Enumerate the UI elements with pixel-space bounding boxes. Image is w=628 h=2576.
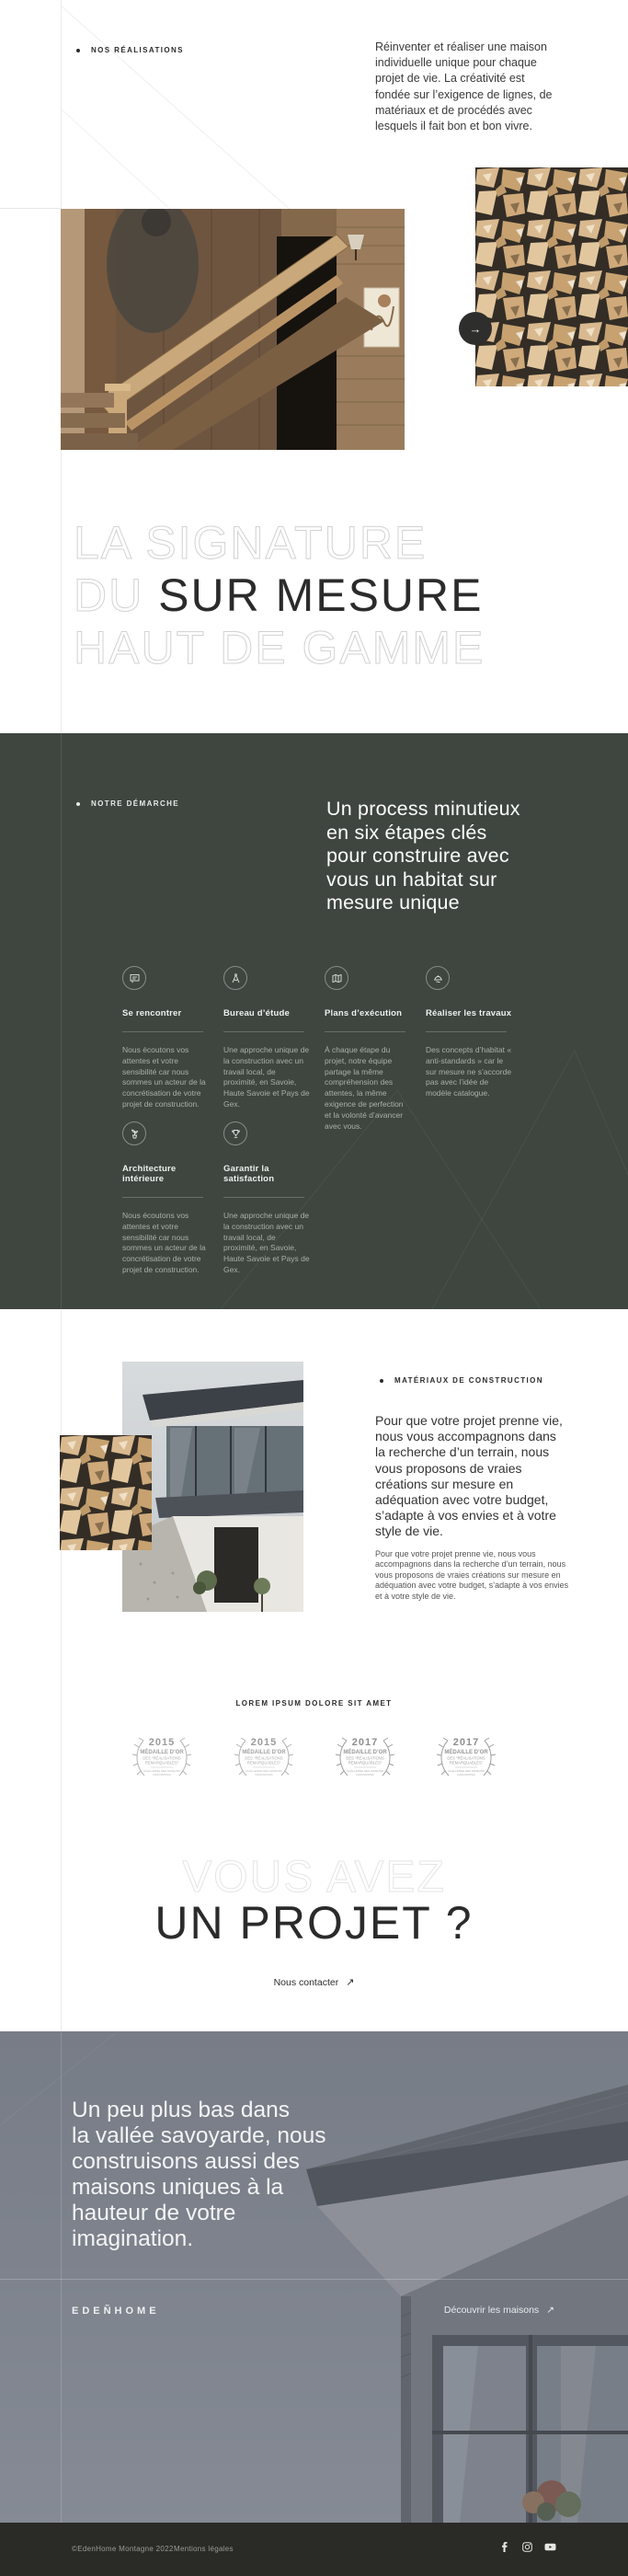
edenhome-logo[interactable]: EDEÑHOME: [72, 2306, 160, 2317]
signature-line-1: LA SIGNATURE: [74, 517, 428, 569]
step-divider: [223, 1197, 304, 1198]
section-label-text: NOTRE DÉMARCHE: [91, 799, 180, 808]
process-step-realiser-les-travaux: [426, 966, 512, 1099]
firewood-photo-small: [60, 1435, 152, 1550]
firewood-photo: [475, 167, 628, 386]
hero-section: [0, 2031, 628, 2523]
legal-mentions-link[interactable]: Mentions légales: [174, 2545, 234, 2553]
step-divider: [426, 1031, 507, 1032]
process-step-architecture-interieure: [122, 1121, 209, 1276]
interior-plant-icon: [122, 1121, 146, 1145]
instagram-icon[interactable]: [522, 2542, 532, 2552]
staircase-photo: [61, 209, 405, 450]
process-heading-line: Un process minutieux: [326, 798, 520, 820]
section-label-text: MATÉRIAUX DE CONSTRUCTION: [394, 1376, 543, 1385]
hero-statement-line: imagination.: [72, 2226, 194, 2251]
step-text: Nous écoutons vos attentes et votre sensibilité car nous sommes un acteur de la concrétisation de votre projet de construction.: [122, 1045, 206, 1109]
hero-divider-line: [0, 2279, 628, 2280]
arrow-up-right-icon: ↗: [546, 2305, 554, 2316]
step-title: Se rencontrer: [122, 1008, 182, 1018]
section-label-realisations: [76, 46, 184, 54]
footer-copyright: ©EdenHome Montagne 2022: [72, 2545, 174, 2553]
badge-line2: DES “RÉALISATIONS: [447, 1755, 485, 1761]
process-step-se-rencontrer: [122, 966, 209, 1110]
badge-tiny2: INNOVANTES: [457, 1773, 475, 1777]
award-laurel-badge: [129, 1733, 195, 1783]
badge-tiny2: INNOVANTES: [356, 1773, 374, 1777]
badge-line2: DES “RÉALISATIONS: [346, 1755, 384, 1761]
badge-medal: MÉDAILLE D’OR: [444, 1750, 488, 1755]
label-dot-icon: [76, 49, 80, 52]
trophy-icon: [223, 1121, 247, 1145]
contact-link-label: Nous contacter: [273, 1976, 339, 1988]
step-title: Réaliser les travaux: [426, 1008, 512, 1018]
badge-line3: REMARQUABLES”: [348, 1760, 383, 1765]
left-margin-line-green: [61, 733, 62, 1309]
meeting-icon: [122, 966, 146, 990]
process-heading-line: mesure unique: [326, 891, 460, 914]
badge-line3: REMARQUABLES”: [144, 1760, 179, 1765]
process-step-garantir-la-satisfaction: [223, 1121, 310, 1276]
badge-medal: MÉDAILLE D’OR: [242, 1750, 286, 1755]
hero-statement-line: la vallée savoyarde, nous: [72, 2123, 326, 2148]
step-text: Nous écoutons vos attentes et votre sensibilité car nous sommes un acteur de la concrétisation de votre projet de construction.: [122, 1211, 206, 1274]
award-laurel-badge: [332, 1733, 398, 1783]
step-divider: [122, 1197, 203, 1198]
step-title: Bureau d’étude: [223, 1008, 290, 1018]
section-label-materiaux: [380, 1376, 543, 1385]
badge-line3: REMARQUABLES”: [449, 1760, 484, 1765]
step-text: Une approche unique de la construction avec un travail local, de proximité, en Savoie, Haute Savoie et Pays de Gex.: [223, 1211, 310, 1274]
step-divider: [223, 1031, 304, 1032]
badge-tiny1: CHALLENGE DES MAISONS: [448, 1769, 485, 1773]
hero-statement-line: maisons uniques à la: [72, 2175, 284, 2200]
hero-statement-line: Un peu plus bas dans: [72, 2098, 290, 2122]
plans-icon: [325, 966, 348, 990]
carousel-next-button[interactable]: [459, 312, 492, 345]
step-divider: [122, 1031, 203, 1032]
badge-medal: MÉDAILLE D’OR: [140, 1750, 184, 1755]
hero-statement-line: construisons aussi des: [72, 2149, 300, 2174]
section-label-text: NOS RÉALISATIONS: [91, 46, 184, 54]
social-links: [500, 2542, 556, 2552]
award-laurel-badge: [231, 1733, 297, 1783]
materials-paragraph-large: Pour que votre projet prenne vie, nous vous accompagnons dans la recherche d’un terrain, nous vous proposons de vraies créations sur mesure en adéquation avec votre budget, s’adapte à vos envies et à votre style de vie.: [375, 1413, 563, 1539]
process-heading-line: pour construire avec: [326, 845, 509, 868]
materials-paragraph-small: Pour que votre projet prenne vie, nous vous accompagnons dans la recherche d’un terrain, nous vous proposons de vraies créations sur mesure en adéquation avec votre budget, s’adapte à vos envies et à votre style de vie.: [375, 1549, 569, 1601]
hero-statement: [72, 2098, 325, 2252]
badge-tiny1: CHALLENGE DES MAISONS: [143, 1769, 180, 1773]
badge-tiny2: INNOVANTES: [255, 1773, 273, 1777]
signature-line-2: [74, 569, 485, 622]
mountain-line-decor: [0, 733, 628, 1309]
process-step-plans-dexecution: [325, 966, 411, 1132]
award-laurel-badge: [433, 1733, 499, 1783]
badge-line2: DES “RÉALISATIONS: [245, 1755, 283, 1761]
youtube-icon[interactable]: [544, 2542, 556, 2552]
step-text: À chaque étape du projet, notre équipe partage la même compréhension des attentes, la même exigence de perfection et la volonté d’avancer avec vous.: [325, 1045, 404, 1131]
margin-tick-line: [0, 208, 61, 209]
drafting-compass-icon: [223, 966, 247, 990]
process-step-bureau-detude: [223, 966, 310, 1110]
construction-helmet-icon: [426, 966, 450, 990]
cta-solid-heading: UN PROJET ?: [154, 1897, 474, 1949]
cta-outline-heading: VOUS AVEZ: [182, 1853, 446, 1902]
badge-year: 2017: [351, 1737, 379, 1748]
badge-year: 2017: [452, 1737, 480, 1748]
signature-line-2-solid: SUR MESURE: [158, 569, 484, 621]
badge-medal: MÉDAILLE D’OR: [343, 1750, 387, 1755]
process-heading-line: vous un habitat sur: [326, 868, 497, 891]
intro-paragraph: Réinventer et réaliser une maison individuelle unique pour chaque projet de vie. La créativité est fondée sur l’exigence de lignes, de matériaux et de procédés avec lesquels il fait bon et bon vivre.: [375, 40, 553, 133]
signature-heading: [74, 517, 485, 674]
step-title: Architecture intérieure: [122, 1164, 177, 1184]
left-margin-line-hero: [61, 2031, 62, 2523]
badge-year: 2015: [250, 1737, 278, 1748]
facebook-icon[interactable]: [500, 2542, 510, 2552]
step-title: Garantir la satisfaction: [223, 1164, 275, 1184]
badge-tiny2: INNOVANTES: [153, 1773, 171, 1777]
step-text: Une approche unique de la construction avec un travail local, de proximité, en Savoie, Haute Savoie et Pays de Gex.: [223, 1045, 310, 1109]
badge-line3: REMARQUABLES”: [246, 1760, 281, 1765]
step-title: Plans d’exécution: [325, 1008, 403, 1018]
contact-link[interactable]: [274, 1976, 355, 1988]
label-dot-icon: [380, 1379, 383, 1383]
arrow-up-right-icon: ↗: [346, 1977, 355, 1988]
process-heading: [326, 798, 520, 915]
step-divider: [325, 1031, 405, 1032]
discover-houses-label: Découvrir les maisons: [443, 2305, 540, 2316]
badge-year: 2015: [148, 1737, 176, 1748]
label-dot-icon: [76, 802, 80, 806]
badge-tiny1: CHALLENGE DES MAISONS: [245, 1769, 282, 1773]
step-text: Des concepts d’habitat « anti-standards » car le sur mesure ne s’accorde pas avec l’idée de modèle catalogue.: [426, 1045, 512, 1098]
hero-statement-line: hauteur de votre: [72, 2201, 236, 2225]
section-label-demarche: [76, 799, 179, 808]
awards-caption: LOREM IPSUM DOLORE SIT AMET: [235, 1699, 393, 1708]
badge-line2: DES “RÉALISATIONS: [143, 1755, 181, 1761]
discover-houses-link[interactable]: [444, 2305, 554, 2316]
signature-line-2-outline: DU: [74, 569, 144, 621]
badge-tiny1: CHALLENGE DES MAISONS: [347, 1769, 383, 1773]
arrow-right-icon: →: [469, 321, 482, 336]
signature-line-3: HAUT DE GAMME: [74, 622, 485, 673]
cta-link-wrap: [0, 1976, 628, 1988]
footer: [0, 2523, 628, 2576]
process-heading-line: en six étapes clés: [326, 821, 487, 844]
